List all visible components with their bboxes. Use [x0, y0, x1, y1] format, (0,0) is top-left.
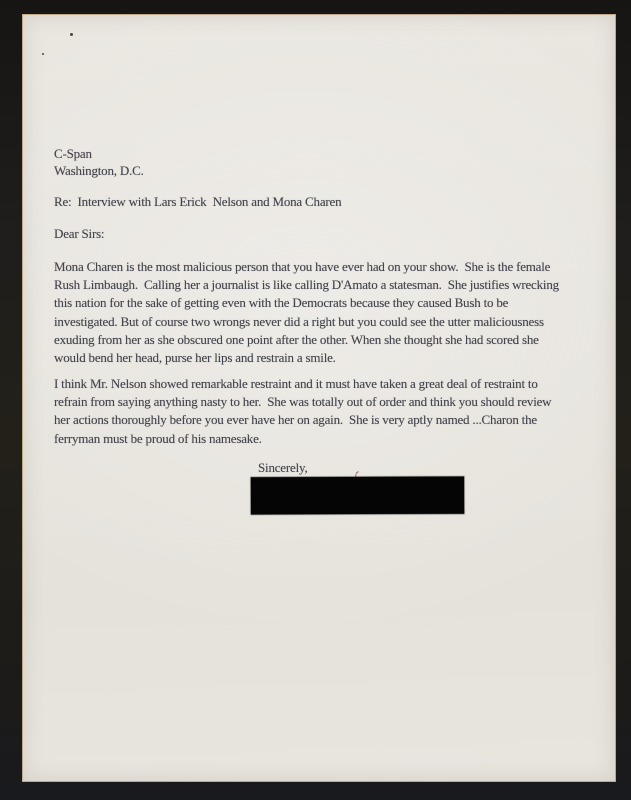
- paragraph-2: [54, 375, 551, 448]
- recipient-city: Washington, D.C.: [54, 163, 144, 178]
- signature-redaction-box: [251, 477, 464, 515]
- paragraph-2-line: refrain from saying anything nasty to her. She was totally out of order and think you should review: [54, 394, 552, 410]
- paper-speck: [42, 53, 44, 55]
- paragraph-1: [54, 258, 559, 367]
- paper-speck: [70, 33, 73, 36]
- recipient-name: C-Span: [54, 146, 92, 161]
- paragraph-1-line: Rush Limbaugh. Calling her a journalist is like calling D'Amato a statesman. She justifies wrecking: [54, 277, 559, 293]
- paragraph-1-line: Mona Charen is the most malicious person that you have ever had on your show. She is the female: [54, 259, 551, 274]
- salutation: Dear Sirs:: [54, 226, 105, 241]
- paragraph-2-line: I think Mr. Nelson showed remarkable restraint and it must have taken a great deal of restraint to: [54, 376, 538, 391]
- subject-line: Re: Interview with Lars Erick Nelson and Mona Charen: [54, 194, 342, 209]
- paragraph-1-line: investigated. But of course two wrongs never did a right but you could see the utter maliciousness: [54, 313, 544, 329]
- closing: Sincerely,: [258, 460, 308, 475]
- paragraph-2-line: her actions thoroughly before you ever have her on again. She is very aptly named ...Charon the: [54, 412, 537, 428]
- paragraph-1-line: this nation for the sake of getting even with the Democrats because they caused Bush to be: [54, 295, 509, 311]
- paragraph-1-line: would bend her head, purse her lips and restrain a smile.: [54, 350, 336, 366]
- paragraph-1-line: exuding from her as she obscured one point after the other. When she thought she had scored she: [54, 331, 539, 347]
- paragraph-2-line: ferryman must be proud of his namesake.: [54, 430, 262, 446]
- recipient-block: [54, 145, 144, 179]
- letter-page: [22, 14, 616, 782]
